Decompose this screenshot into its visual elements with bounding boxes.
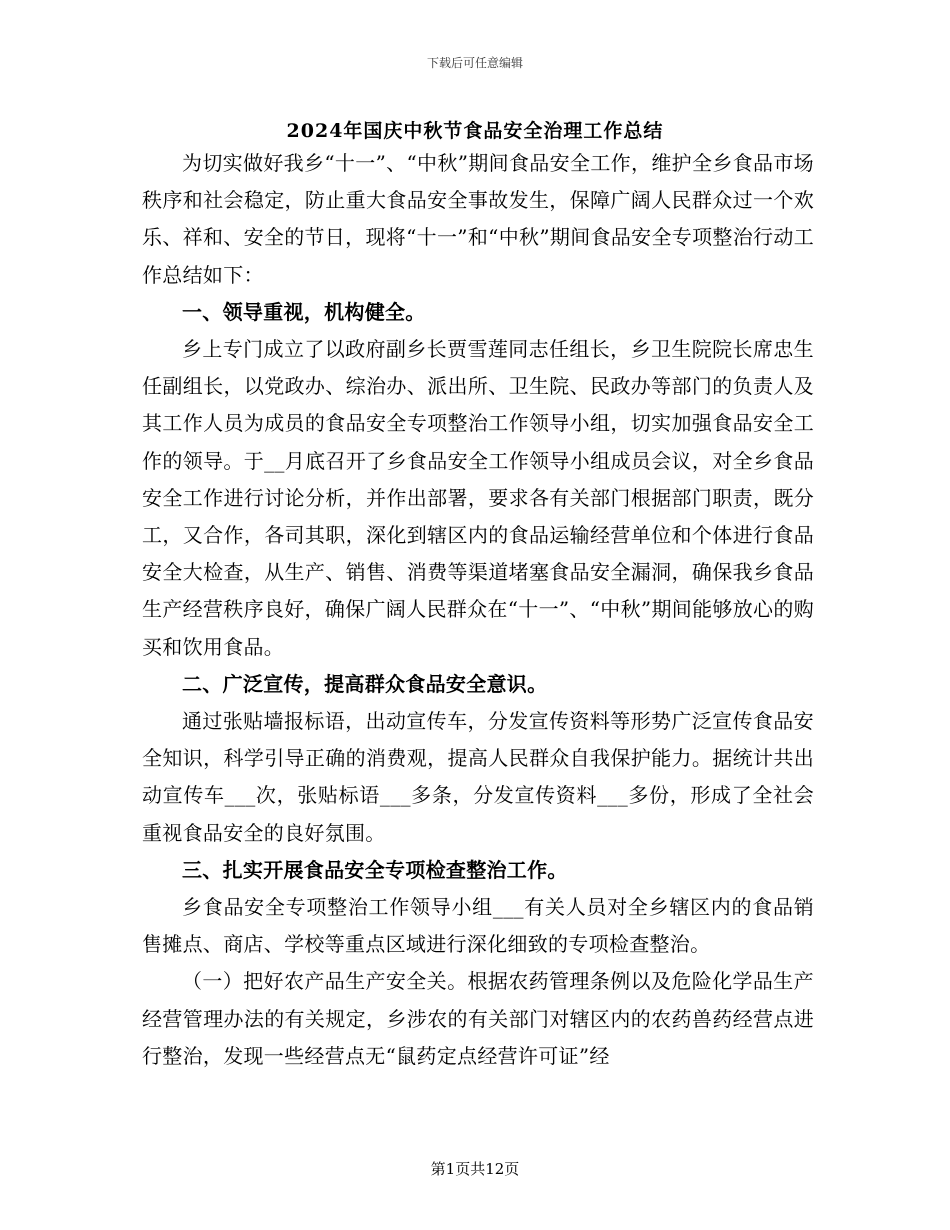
page-number: 第1页共12页 [430, 1160, 520, 1178]
document-title: 2024年国庆中秋节食品安全治理工作总结 [286, 120, 664, 142]
section-3-paragraph: 乡食品安全专项整治工作领导小组___有关人员对全乡辖区内的食品销售摊点、商店、学校等重点区域进行深化细致的专项检查整治。 [142, 895, 814, 957]
intro-paragraph: 为切实做好我乡“十一”、“中秋”期间食品安全工作，维护全乡食品市场秩序和社会稳定，防止重大食品安全事故发生，保障广阔人民群众过一个欢乐、祥和、安全的节日，现将“十一”和“中秋”期间食品安全专项整治行动工作总结如下： [142, 151, 814, 287]
section-2-paragraph: 通过张贴墙报标语，出动宣传车，分发宣传资料等形势广泛宣传食品安全知识，科学引导正确的消费观，提高人民群众自我保护能力。据统计共出动宣传车___次，张贴标语___多条，分发宣传资料___多份，形成了全社会重视食品安全的良好氛围。 [142, 709, 814, 845]
document-body [142, 145, 814, 1075]
subsection-1-paragraph: （一）把好农产品生产安全关。根据农药管理条例以及危险化学品生产经营管理办法的有关规定，乡涉农的有关部门对辖区内的农药兽药经营点进行整治，发现一些经营点无“鼠药定点经营许可证”经 [142, 969, 814, 1068]
section-heading-1: 一、领导重视，机构健全。 [182, 299, 426, 324]
header-note: 下载后可任意编辑 [426, 56, 523, 70]
section-heading-2: 二、广泛宣传，提高群众食品安全意识。 [182, 671, 548, 696]
section-1-paragraph: 乡上专门成立了以政府副乡长贾雪莲同志任组长，乡卫生院院长席忠生任副组长，以党政办、综治办、派出所、卫生院、民政办等部门的负责人及其工作人员为成员的食品安全专项整治工作领导小组，切实加强食品安全工作的领导。于__月底召开了乡食品安全工作领导小组成员会议，对全乡食品安全工作进行讨论分析，并作出部署，要求各有关部门根据部门职责，既分工，又合作，各司其职，深化到辖区内的食品运输经营单位和个体进行食品安全大检查，从生产、销售、消费等渠道堵塞食品安全漏洞，确保我乡食品生产经营秩序良好，确保广阔人民群众在“十一”、“中秋”期间能够放心的购买和饮用食品。 [142, 337, 814, 659]
section-heading-3: 三、扎实开展食品安全专项检查整治工作。 [182, 857, 568, 882]
